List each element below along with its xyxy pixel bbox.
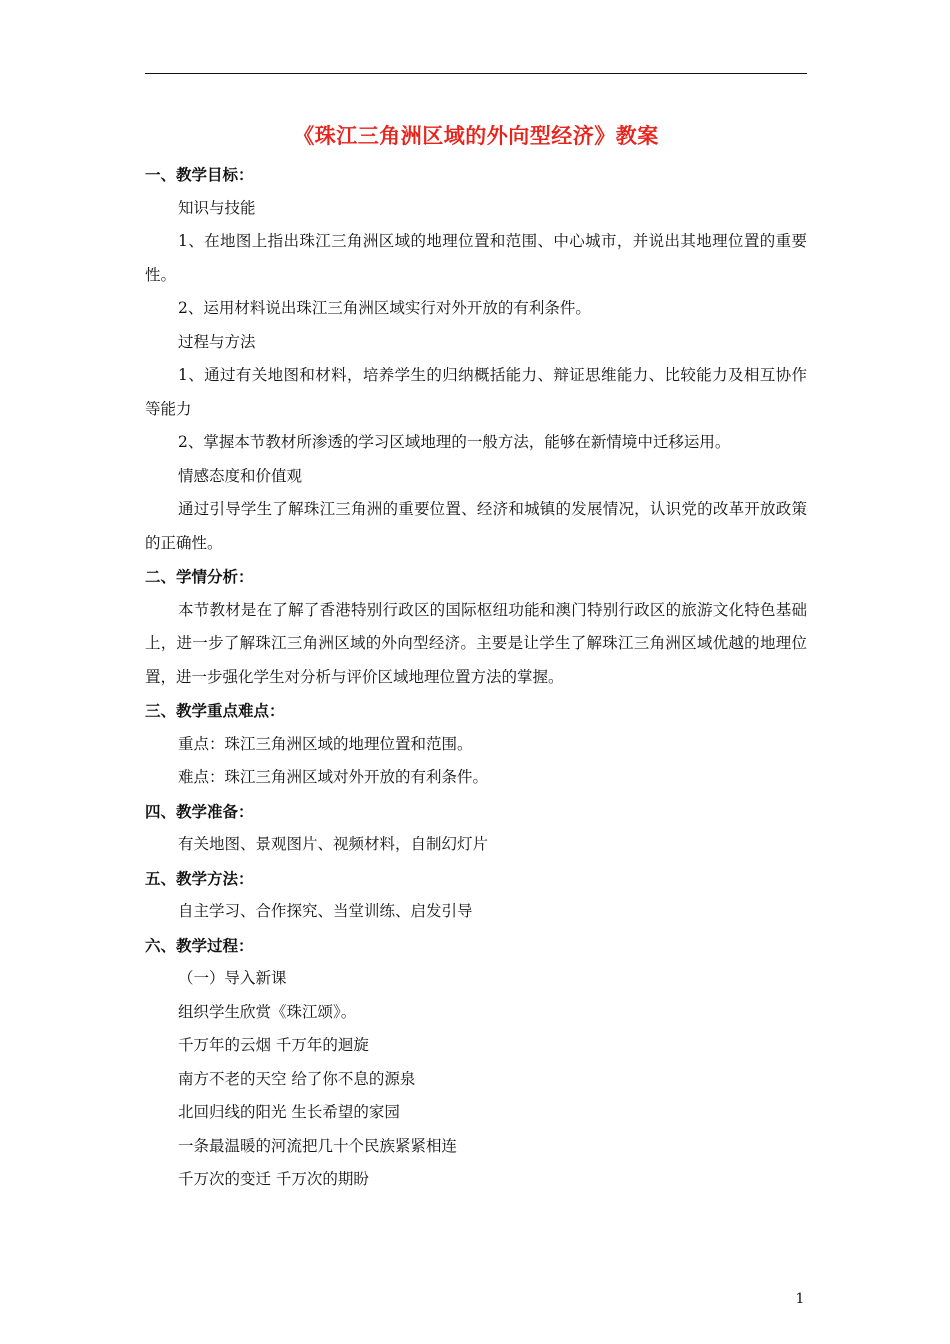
poem-line: 南方不老的天空 给了你不息的源泉 — [178, 1069, 416, 1088]
paragraph: 本节教材是在了解了香港特别行政区的国际枢纽功能和澳门特别行政区的旅游文化特色基础上，进一步了解珠江三角洲区域的外向型经济。主要是让学生了解珠江三角洲区域优越的地理位置，进一步强化学生对分析与评价区域地理位置方法的掌握。 — [145, 600, 807, 686]
paragraph: 难点：珠江三角洲区域对外开放的有利条件。 — [178, 768, 489, 786]
section-heading-process: 六、教学过程： — [145, 935, 254, 955]
section-heading-objectives: 一、教学目标： — [145, 165, 254, 184]
poem-line: 千万次的变迁 千万次的期盼 — [178, 1170, 369, 1188]
paragraph: 通过引导学生了解珠江三角洲的重要位置、经济和城镇的发展情况，认识党的改革开放政策的正确性。 — [145, 500, 807, 552]
poem-line: 一条最温暖的河流把几十个民族紧紧相连 — [178, 1136, 458, 1155]
subheading-knowledge: 知识与技能 — [178, 198, 256, 217]
section-heading-analysis: 二、学情分析： — [145, 567, 254, 586]
poem-line: 北回归线的阳光 生长希望的家园 — [178, 1103, 400, 1121]
section-heading-methods: 五、教学方法： — [145, 868, 254, 888]
header-rule — [145, 73, 807, 74]
paragraph: 自主学习、合作探究、当堂训练、启发引导 — [178, 902, 473, 920]
paragraph: 1、通过有关地图和材料，培养学生的归纳概括能力、辩证思维能力、比较能力及相互协作等能力 — [145, 366, 807, 418]
subheading-intro: （一）导入新课 — [178, 969, 287, 987]
paragraph: 2、掌握本节教材所渗透的学习区域地理的一般方法，能够在新情境中迁移运用。 — [178, 433, 731, 451]
subheading-emotion: 情感态度和价值观 — [178, 466, 303, 485]
document-body — [145, 158, 807, 1197]
document-title: 《珠江三角洲区域的外向型经济》教案 — [293, 123, 659, 148]
paragraph: 组织学生欣赏《珠江颂》。 — [178, 1002, 357, 1021]
section-heading-preparation: 四、教学准备： — [145, 801, 254, 821]
paragraph: 有关地图、景观图片、视频材料，自制幻灯片 — [178, 835, 489, 853]
section-heading-key-points: 三、教学重点难点： — [145, 701, 285, 720]
paragraph: 重点：珠江三角洲区域的地理位置和范围。 — [178, 734, 473, 753]
paragraph: 1、在地图上指出珠江三角洲区域的地理位置和范围、中心城市，并说出其地理位置的重要性。 — [145, 232, 807, 284]
paragraph: 2、运用材料说出珠江三角洲区域实行对外开放的有利条件。 — [178, 299, 591, 317]
subheading-process: 过程与方法 — [178, 332, 256, 351]
page-number: 1 — [795, 1291, 805, 1307]
poem-line: 千万年的云烟 千万年的迴旋 — [178, 1036, 369, 1054]
